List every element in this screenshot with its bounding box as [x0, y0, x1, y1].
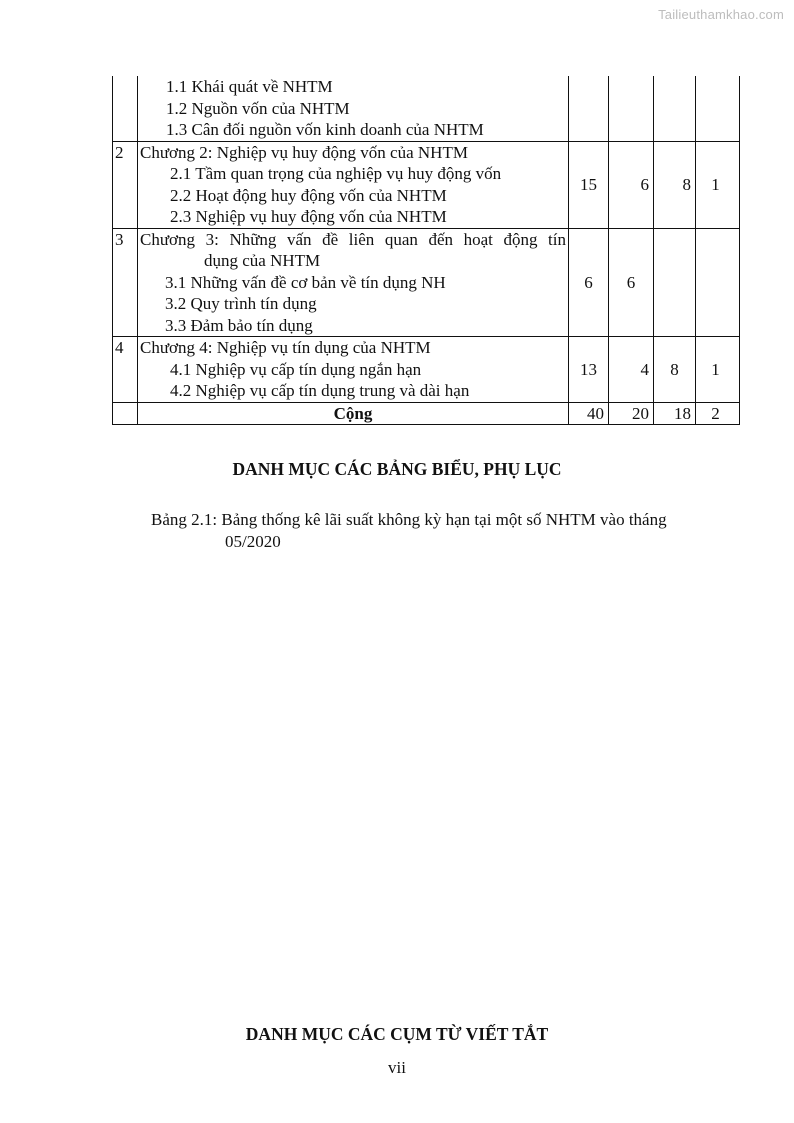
watermark: Tailieuthamkhao.com [658, 7, 784, 22]
row-number: 4 [113, 337, 138, 403]
entry-line-continued: 05/2020 [225, 532, 281, 551]
title-word: động [503, 229, 538, 249]
cell-practice [654, 228, 696, 337]
entry-line: Bảng 2.1: Bảng thống kê lãi suất không kỳ hạn tại một số NHTM vào tháng [151, 510, 667, 529]
list-item: 3.3 Đảm bảo tín dụng [165, 315, 313, 335]
list-item: 2.2 Hoạt động huy động vốn của NHTM [170, 185, 447, 205]
cell-test [696, 76, 740, 141]
row-content [138, 76, 569, 141]
cell-total: 40 [569, 402, 609, 425]
list-item: 3.1 Những vấn đề cơ bản về tín dụng NH [165, 272, 446, 292]
course-outline-table [112, 76, 740, 425]
row-number: 3 [113, 228, 138, 337]
title-word: hoạt [463, 229, 493, 249]
row-content [138, 141, 569, 228]
table-row-chapter-3 [113, 228, 740, 337]
chapter-title: Chương 4: Nghiệp vụ tín dụng của NHTM [140, 338, 431, 357]
cell-test: 2 [696, 402, 740, 425]
cell-test: 1 [696, 337, 740, 403]
row-number: 2 [113, 141, 138, 228]
row-content [138, 228, 569, 337]
cell-theory: 6 [609, 228, 654, 337]
title-word: tín [548, 229, 566, 249]
table-row-total [113, 402, 740, 425]
row-number [113, 76, 138, 141]
title-word: vấn [287, 229, 312, 249]
row-number [113, 402, 138, 425]
cell-practice: 8 [654, 141, 696, 228]
cell-total [569, 76, 609, 141]
list-item: 4.1 Nghiệp vụ cấp tín dụng ngắn hạn [170, 359, 422, 379]
title-word: đề [322, 229, 339, 249]
table-row-chapter-4 [113, 337, 740, 403]
heading-list-of-tables: DANH MỤC CÁC BẢNG BIỂU, PHỤ LỤC [232, 459, 562, 479]
heading-abbreviations: DANH MỤC CÁC CỤM TỪ VIẾT TẮT [245, 1024, 549, 1044]
chapter-title-continued: dụng của NHTM [204, 251, 321, 270]
cell-total: 15 [569, 141, 609, 228]
list-item: 1.1 Khái quát về NHTM [166, 77, 333, 96]
list-item: 4.2 Nghiệp vụ cấp tín dụng trung và dài hạn [170, 381, 470, 400]
cell-test [696, 228, 740, 337]
cell-theory [609, 76, 654, 141]
list-item-table-2-1 [151, 509, 731, 553]
chapter-title: Chương 2: Nghiệp vụ huy động vốn của NHTM [140, 142, 468, 162]
list-item: 1.3 Cân đối nguồn vốn kinh doanh của NHTM [166, 120, 484, 139]
title-word: quan [384, 229, 418, 249]
table-row-chapter-2 [113, 141, 740, 228]
row-content [138, 337, 569, 403]
title-word: 3: [205, 229, 219, 249]
list-item: 3.2 Quy trình tín dụng [165, 294, 317, 313]
title-word: Chương [140, 229, 196, 249]
cell-theory: 6 [609, 141, 654, 228]
cell-total: 6 [569, 228, 609, 337]
cell-practice: 8 [654, 337, 696, 403]
cell-total: 13 [569, 337, 609, 403]
cell-practice [654, 76, 696, 141]
list-item: 1.2 Nguồn vốn của NHTM [166, 98, 350, 118]
title-word: đến [428, 229, 454, 249]
list-item: 2.1 Tầm quan trọng của nghiệp vụ huy động vốn [170, 164, 502, 183]
chapter-title [140, 229, 568, 251]
cell-practice: 18 [654, 402, 696, 425]
cell-theory: 20 [609, 402, 654, 425]
table-row-chapter-1 [113, 76, 740, 141]
total-label: Cộng [138, 402, 569, 425]
page-number: vii [388, 1058, 406, 1077]
title-word: Những [229, 229, 277, 249]
cell-test: 1 [696, 141, 740, 228]
title-word: liên [348, 229, 375, 249]
list-item: 2.3 Nghiệp vụ huy động vốn của NHTM [170, 207, 447, 226]
cell-theory: 4 [609, 337, 654, 403]
